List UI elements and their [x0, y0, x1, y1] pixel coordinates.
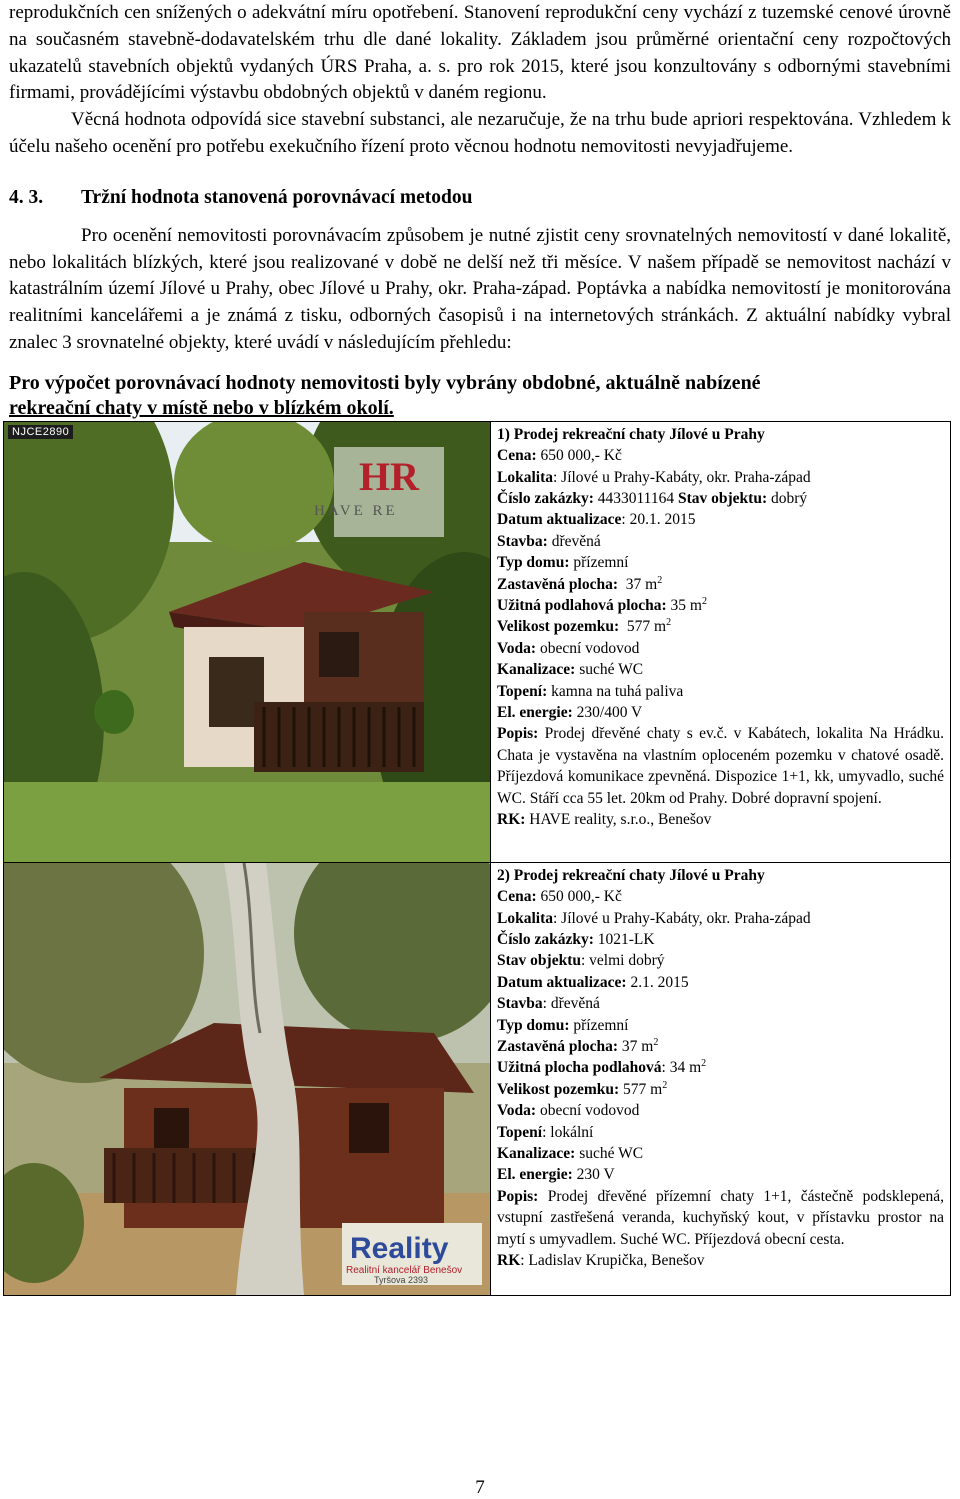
- agency-label: RK: [497, 1252, 521, 1270]
- sewage-label: Kanalizace:: [497, 1145, 576, 1163]
- water-label: Voda:: [497, 639, 537, 657]
- plot-size-value: 577 m: [626, 618, 667, 636]
- sewage-value: suché WC: [579, 661, 644, 679]
- listing-info-cell: [491, 421, 951, 862]
- location-label: Lokalita: [497, 468, 553, 486]
- built-area-value: 37 m: [625, 575, 658, 593]
- updated-value: 2.1. 2015: [630, 973, 689, 991]
- heating-value: kamna na tuhá paliva: [551, 682, 684, 700]
- heating-value: : lokální: [542, 1123, 594, 1141]
- section-title: Tržní hodnota stanovená porovnávací metodou: [81, 186, 473, 208]
- agency-value: : Ladislav Krupička, Benešov: [520, 1252, 705, 1270]
- electricity-value: 230/400 V: [576, 704, 643, 722]
- unit-superscript: 2: [666, 617, 672, 629]
- agency-logo-mark: Reality: [350, 1231, 449, 1265]
- chalet-photo-2: [4, 863, 490, 1295]
- plot-size-value: 577 m: [623, 1080, 663, 1098]
- photo-stamp: NJCE2890: [8, 425, 73, 439]
- listing-title: 1) Prodej rekreační chaty Jílové u Prahy: [497, 425, 765, 443]
- agency-logo-mark: HR: [359, 453, 419, 499]
- heating-label: Topení: [497, 1123, 543, 1141]
- intro-paragraph: reprodukčních cen snížených o adekvátní míru opotřebení. Stanovení reprodukční ceny vychází z tuzemské cenové úrovně na současném stavebně-dodavatelském trhu dle dané lokality. Základem jsou průměrné orientační ceny rozpočtových ukazatelů stavebních objektů vydaných ÚRS Praha, a. s. pro rok 2015, které jsou konzultovány s odbornými stavebními firmami, provádějícími výstavbu obdobných objektů v daném regionu.: [9, 2, 951, 104]
- heating-label: Topení:: [497, 682, 548, 700]
- price-label: Cena:: [497, 447, 537, 465]
- sewage-value: suché WC: [579, 1145, 644, 1163]
- water-value: obecní vodovod: [539, 1102, 640, 1120]
- unit-superscript: 2: [662, 1079, 668, 1091]
- description-label: Popis:: [497, 1187, 539, 1205]
- selection-line-2: rekreační chaty v místě nebo v blízkém okolí.: [9, 396, 394, 419]
- agency-logo-text: Realitní kancelář Benešov: [346, 1264, 463, 1276]
- unit-superscript: 2: [653, 1036, 659, 1048]
- built-area-label: Zastavěná plocha:: [497, 1038, 618, 1056]
- plot-size-label: Velikost pozemku:: [497, 618, 620, 636]
- condition-label: Stav objektu: [497, 952, 581, 970]
- document-page: [9, 0, 951, 1296]
- chalet-photo-1: [4, 422, 490, 862]
- construction-value: dřevěná: [551, 532, 601, 550]
- price-value: 650 000,- Kč: [540, 447, 622, 465]
- description-value: Prodej dřevěné chaty s ev.č. v Kabátech, lokalita Na Hrádku. Chata je vystavěna na vlastním oploceném pozemku v chatové osadě. Příjezdová komunikace zpevněná. Dispozice 1+1, kk, umyvadlo, suché WC. Stáří cca 55 let. 20km od Prahy. Dobré dopravní spojení.: [497, 725, 944, 807]
- built-area-value: 37 m: [621, 1038, 654, 1056]
- updated-value: : 20.1. 2015: [621, 511, 696, 529]
- listing-photo-cell: [4, 862, 491, 1295]
- listing-photo-1: [4, 422, 490, 862]
- section-paragraph: Pro ocenění nemovitosti porovnávacím způsobem je nutné zjistit ceny srovnatelných nemovitostí v dané lokalitě, nebo lokalitách blízkých, které jsou realizované v době ne delší než tři měsíce. V našem případě se nemovitost nachází v katastrálním území Jílové u Prahy, obec Jílové u Prahy, okr. Praha-západ. Poptávka a nabídka nemovitostí je monitorována realitními kancelářemi a je známá z tisku, odborných časopisů i na internetových stránkách. Z aktuální nabídky vybral znalec 3 srovnatelné objekty, které uvádí v následujícím přehledu:: [9, 224, 951, 353]
- order-number-value: 4433011164: [597, 489, 675, 507]
- construction-value: : dřevěná: [542, 995, 600, 1013]
- location-value: : Jílové u Prahy-Kabáty, okr. Praha-západ: [552, 468, 811, 486]
- house-type-label: Typ domu:: [497, 1016, 570, 1034]
- electricity-label: El. energie:: [497, 704, 573, 722]
- page-number: 7: [475, 1477, 485, 1498]
- water-label: Voda:: [497, 1102, 537, 1120]
- construction-label: Stavba:: [497, 532, 548, 550]
- condition-value: : velmi dobrý: [580, 952, 665, 970]
- order-number-label: Číslo zakázky:: [497, 930, 594, 948]
- house-type-label: Typ domu:: [497, 554, 570, 572]
- house-type-value: přízemní: [573, 1016, 629, 1034]
- house-type-value: přízemní: [573, 554, 629, 572]
- condition-value: dobrý: [771, 489, 808, 507]
- usable-area-label: Užitná plocha podlahová: [497, 1059, 662, 1077]
- unit-superscript: 2: [657, 574, 663, 586]
- agency-value: HAVE reality, s.r.o., Benešov: [529, 811, 712, 829]
- electricity-value: 230 V: [576, 1166, 615, 1184]
- updated-label: Datum aktualizace:: [497, 973, 627, 991]
- unit-superscript: 2: [701, 595, 707, 607]
- description-value: Prodej dřevěné přízemní chaty 1+1, částečně podsklepená, vstupní zastřešená veranda, kuchyňský kout, v přístavku prostor na mytí s umyvadlem. Suché WC. Příjezdová obecní cesta.: [497, 1187, 944, 1248]
- listing-title: 2) Prodej rekreační chaty Jílové u Prahy: [497, 866, 765, 884]
- listing-photo-2: [4, 863, 490, 1295]
- built-area-label: Zastavěná plocha:: [497, 575, 618, 593]
- condition-label: Stav objektu:: [677, 489, 768, 507]
- usable-area-value: : 34 m: [661, 1059, 702, 1077]
- section-heading: [9, 185, 951, 211]
- selection-statement: [9, 371, 951, 421]
- usable-area-value: 35 m: [670, 597, 702, 615]
- agency-logo-text: HAVE RE: [314, 502, 398, 519]
- section-number: 4. 3.: [9, 186, 44, 208]
- selection-line-1: Pro výpočet porovnávací hodnoty nemovitosti byly vybrány obdobné, aktuálně nabízené: [9, 371, 761, 394]
- construction-label: Stavba: [497, 995, 543, 1013]
- listing-photo-cell: [4, 421, 491, 862]
- listing-info-cell: [491, 862, 951, 1295]
- comparison-table: [3, 421, 951, 1296]
- location-label: Lokalita: [497, 909, 553, 927]
- location-value: : Jílové u Prahy-Kabáty, okr. Praha-západ: [552, 909, 811, 927]
- order-number-value: 1021-LK: [597, 930, 655, 948]
- listing-row: [4, 862, 951, 1295]
- unit-superscript: 2: [701, 1058, 707, 1070]
- agency-label: RK:: [497, 811, 526, 829]
- electricity-label: El. energie:: [497, 1166, 573, 1184]
- intro-paragraph-2: Věcná hodnota odpovídá sice stavební substanci, ale nezaručuje, že na trhu bude apriori respektována. Vzhledem k účelu našeho ocenění pro potřebu exekučního řízení proto věcnou hodnotu nemovitosti nevyjadřujeme.: [9, 109, 951, 157]
- price-label: Cena:: [497, 888, 537, 906]
- plot-size-label: Velikost pozemku:: [497, 1080, 620, 1098]
- water-value: obecní vodovod: [539, 639, 640, 657]
- listing-row: [4, 421, 951, 862]
- updated-label: Datum aktualizace: [497, 511, 622, 529]
- order-number-label: Číslo zakázky:: [497, 489, 594, 507]
- sewage-label: Kanalizace:: [497, 661, 576, 679]
- agency-logo-address: Tyršova 2393: [374, 1274, 429, 1285]
- usable-area-label: Užitná podlahová plocha:: [497, 597, 667, 615]
- price-value: 650 000,- Kč: [540, 888, 622, 906]
- description-label: Popis:: [497, 725, 539, 743]
